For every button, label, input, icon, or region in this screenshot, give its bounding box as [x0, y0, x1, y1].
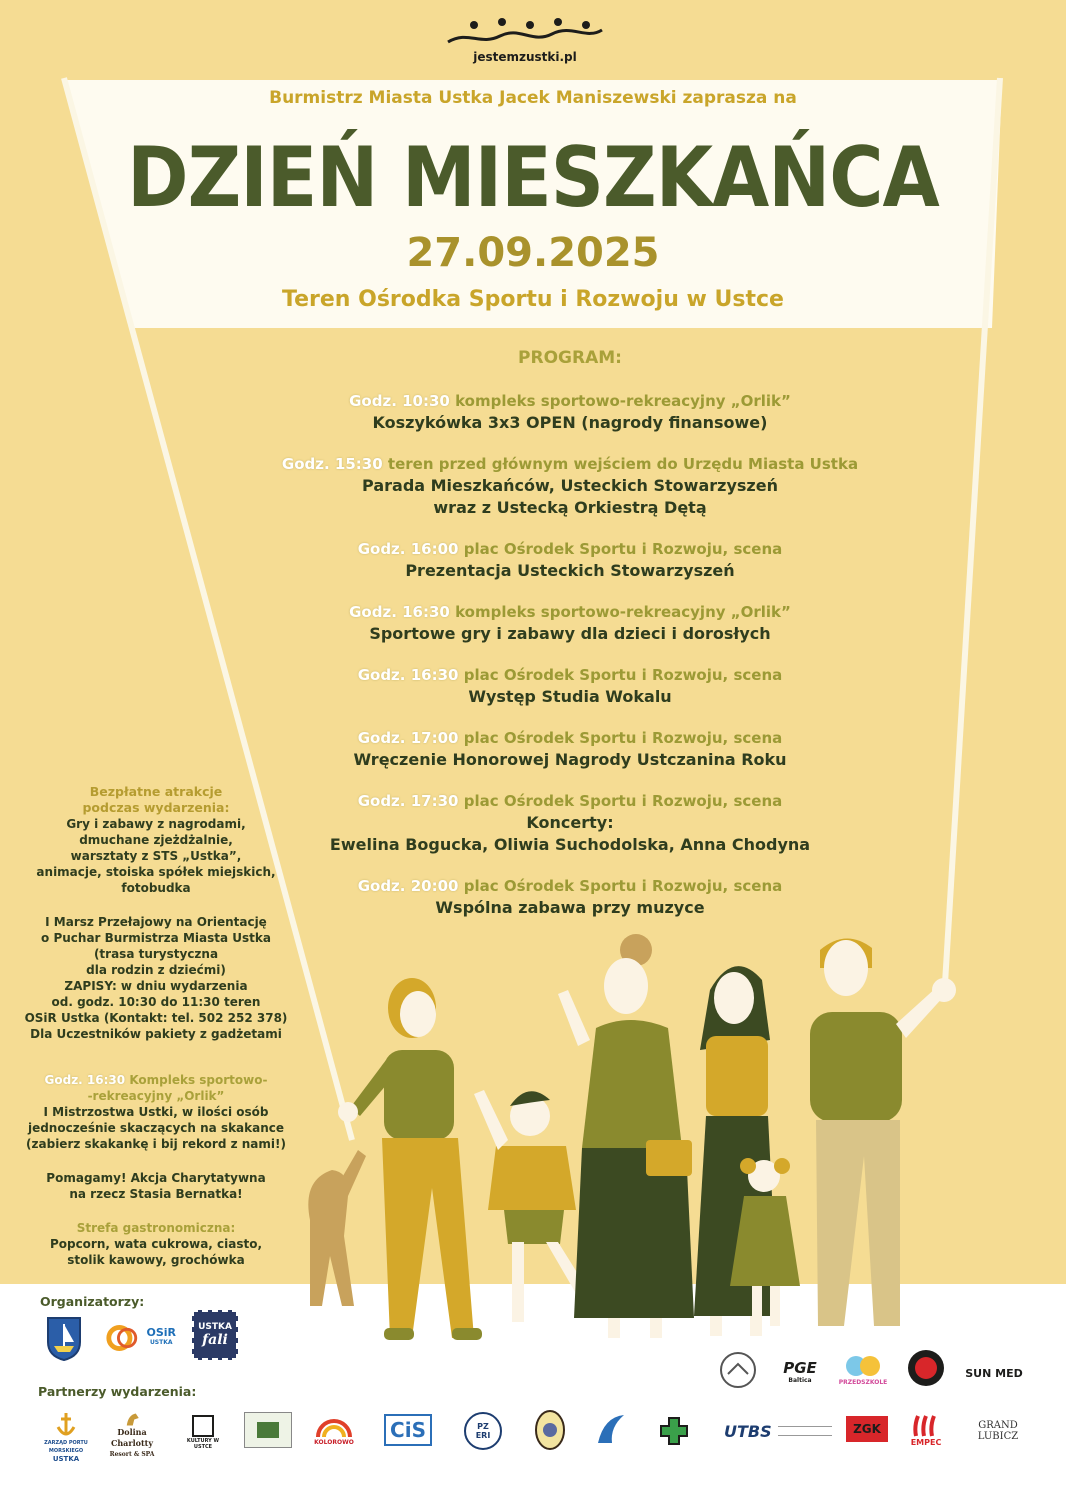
- rope-place: -rekreacyjny „Orlik”: [87, 1089, 225, 1103]
- dom-kultury-logo: [180, 1412, 226, 1452]
- rope-time: Godz. 16:30: [44, 1073, 126, 1087]
- attraction-line: dmuchane zjeżdżalnie,: [79, 833, 233, 847]
- kolorowo-name: KOLOROWO: [314, 1438, 354, 1446]
- coat-of-arms-icon: [46, 1316, 82, 1362]
- attractions-heading: Bezpłatne atrakcje: [89, 784, 223, 799]
- march-line: Dla Uczestników pakiety z gadżetami: [30, 1027, 282, 1041]
- osir-rings-icon: [104, 1318, 142, 1358]
- event-place: kompleks sportowo-rekreacyjny „Orlik”: [455, 603, 791, 621]
- event-desc: Koncerty:: [526, 813, 614, 832]
- rope-line: jednocześnie skaczących na skakance: [27, 1121, 285, 1135]
- event-desc: Ewelina Bogucka, Oliwia Suchodolska, Anna Chodyna: [329, 835, 811, 854]
- program-heading: PROGRAM:: [518, 348, 622, 368]
- grand-line: LUBICZ: [977, 1431, 1019, 1442]
- rope-line: (zabierz skakankę i bij rekord z nami!): [26, 1137, 286, 1151]
- schedule-list: [260, 391, 880, 939]
- event-desc: Parada Mieszkańców, Usteckich Stowarzyszeń: [362, 476, 778, 495]
- sunmed-logo: SUN MED: [965, 1366, 1023, 1380]
- rope-line: I Mistrzostwa Ustki, w ilości osób: [43, 1105, 269, 1119]
- event-venue: Teren Ośrodka Sportu i Rozwoju w Ustce: [282, 287, 784, 312]
- pge-logo: [778, 1352, 822, 1390]
- march-line: (trasa turystyczna: [93, 947, 219, 961]
- library-book-icon: [718, 1350, 758, 1390]
- zarzad-line: ZARZĄD PORTU: [44, 1440, 88, 1446]
- utbs-tagline-mark: [778, 1426, 832, 1436]
- charity-line: na rzecz Stasia Bernatka!: [69, 1187, 243, 1201]
- event-desc: Prezentacja Usteckich Stowarzyszeń: [405, 561, 735, 580]
- event-time: Godz. 17:30: [357, 792, 459, 810]
- man-figure: [810, 938, 956, 1326]
- schedule-item: [260, 728, 880, 771]
- food-line: stolik kawowy, grochówka: [67, 1253, 245, 1267]
- library-logo: [716, 1350, 760, 1390]
- brand-logo: [440, 16, 610, 72]
- event-time: Godz. 16:30: [357, 666, 459, 684]
- attraction-line: Gry i zabawy z nagrodami,: [66, 817, 246, 831]
- dog-figure: [308, 1150, 366, 1306]
- ustka-fali-top: USTKA: [198, 1322, 232, 1332]
- ustka-coat-of-arms-logo: [46, 1316, 82, 1362]
- wave-logo: [594, 1412, 628, 1448]
- side-info: [18, 784, 294, 1268]
- pzeri-logo: [464, 1412, 502, 1450]
- family-illustration: [290, 920, 980, 1360]
- event-place: plac Ośrodek Sportu i Rozwoju, scena: [463, 792, 783, 810]
- schedule-item: [260, 454, 880, 519]
- event-place: plac Ośrodek Sportu i Rozwoju, scena: [463, 666, 783, 684]
- rainbow-icon: [314, 1415, 354, 1439]
- horse-icon: [121, 1412, 143, 1427]
- woman-glasses-figure: [558, 934, 694, 1338]
- event-desc: Wspólna zabawa przy muzyce: [435, 898, 705, 917]
- invite-text: Burmistrz Miasta Ustka Jacek Maniszewski zaprasza na: [269, 88, 797, 108]
- grand-lubicz-logo: [970, 1414, 1026, 1448]
- event-desc: Koszykówka 3x3 OPEN (nagrody finansowe): [372, 413, 768, 432]
- event-place: plac Ośrodek Sportu i Rozwoju, scena: [463, 540, 783, 558]
- dom-kultury-icon: [191, 1414, 215, 1438]
- rope-place: Kompleks sportowo-: [129, 1073, 268, 1087]
- dolina-sub: Resort & SPA: [109, 1451, 155, 1458]
- osir-sub: USTKA: [149, 1339, 173, 1346]
- grand-line: GRAND: [978, 1420, 1018, 1431]
- page-title: DZIEŃ MIESZKAŃCA: [127, 130, 939, 227]
- dolina-charlotty-logo: [96, 1412, 168, 1460]
- pge-name: PGE: [783, 1358, 817, 1377]
- attraction-line: fotobudka: [121, 881, 191, 895]
- event-time: Godz. 20:00: [357, 877, 459, 895]
- oval-badge-logo: [532, 1408, 568, 1452]
- charity-line: Pomagamy! Akcja Charytatywna: [46, 1171, 266, 1185]
- schedule-item: [260, 665, 880, 708]
- event-time: Godz. 16:00: [357, 540, 459, 558]
- osir-logo: [104, 1318, 176, 1358]
- event-place: plac Ośrodek Sportu i Rozwoju, scena: [463, 877, 783, 895]
- dom-kultury-name: KULTURY W USTCE: [186, 1438, 220, 1450]
- zarzad-portu-logo: [44, 1408, 88, 1466]
- attraction-line: animacje, stoiska spółek miejskich,: [36, 865, 276, 879]
- event-desc: Występ Studia Wokalu: [468, 687, 672, 706]
- event-time: Godz. 10:30: [349, 392, 450, 410]
- pzeri-line: ERI: [475, 1431, 491, 1440]
- march-line: dla rodzin z dziećmi): [86, 963, 226, 977]
- ustka-fali-logo: [192, 1310, 238, 1360]
- anniversary-logo: [906, 1348, 946, 1388]
- event-place: kompleks sportowo-rekreacyjny „Orlik”: [455, 392, 791, 410]
- wave-people-icon: [440, 16, 610, 50]
- schedule-item: [260, 602, 880, 645]
- march-line: od. godz. 10:30 do 11:30 teren: [51, 995, 261, 1009]
- event-time: Godz. 16:30: [349, 603, 450, 621]
- march-line: o Puchar Burmistrza Miasta Ustka: [41, 931, 271, 945]
- event-desc: wraz z Ustecką Orkiestrą Dętą: [433, 498, 707, 517]
- partners-label: Partnerzy wydarzenia:: [38, 1384, 197, 1399]
- empec-logo: [908, 1410, 944, 1450]
- march-line: OSiR Ustka (Kontakt: tel. 502 252 378): [24, 1011, 288, 1025]
- event-place: teren przed głównym wejściem do Urzędu Miasta Ustka: [387, 455, 859, 473]
- event-time: Godz. 15:30: [281, 455, 383, 473]
- food-heading: Strefa gastronomiczna:: [76, 1221, 236, 1235]
- event-desc: Sportowe gry i zabawy dla dzieci i dorosłych: [369, 624, 771, 643]
- utbs-name: UTBS: [724, 1421, 772, 1441]
- pzeri-line: PZ: [477, 1422, 489, 1431]
- event-place: plac Ośrodek Sportu i Rozwoju, scena: [463, 729, 783, 747]
- kolorowo-logo: [312, 1410, 356, 1450]
- organizers-label: Organizatorzy:: [40, 1294, 145, 1309]
- sun-faces-icon: [842, 1353, 884, 1379]
- schedule-item: [260, 391, 880, 434]
- cross-logo: [650, 1414, 698, 1448]
- event-desc: Wręczenie Honorowej Nagrody Ustczanina Roku: [353, 750, 787, 769]
- zarzad-line: USTKA: [52, 1455, 80, 1463]
- food-line: Popcorn, wata cukrowa, ciasto,: [49, 1237, 263, 1251]
- dolina-name: Dolina Charlotty: [111, 1427, 153, 1448]
- schedule-item: [260, 876, 880, 919]
- march-line: I Marsz Przełajowy na Orientację: [45, 915, 267, 929]
- empec-flame-icon: [913, 1414, 939, 1438]
- anniversary-badge-icon: [906, 1348, 946, 1388]
- attractions-heading: podczas wydarzenia:: [82, 800, 230, 815]
- march-line: ZAPISY: w dniu wydarzenia: [64, 979, 248, 993]
- schedule-item: [260, 539, 880, 582]
- ustka-fali-bottom: fali: [202, 1332, 228, 1348]
- wave-icon: [596, 1413, 626, 1447]
- association-logo: [244, 1412, 292, 1448]
- cis-logo: CiS: [384, 1414, 432, 1446]
- event-time: Godz. 17:00: [357, 729, 459, 747]
- zarzad-line: MORSKIEGO: [48, 1448, 84, 1454]
- green-cross-icon: [659, 1416, 689, 1446]
- brand-name: jestemzustki.pl: [473, 50, 577, 64]
- event-date: 27.09.2025: [406, 230, 660, 276]
- empec-name: EMPEC: [910, 1437, 942, 1447]
- utbs-logo: [724, 1418, 844, 1444]
- schedule-item: [260, 791, 880, 856]
- attraction-line: warsztaty z STS „Ustka”,: [70, 849, 242, 863]
- zgk-logo: ZGK: [846, 1416, 888, 1442]
- oval-badge-icon: [534, 1409, 566, 1451]
- pge-sub: Baltica: [788, 1376, 812, 1384]
- osir-name: OSiR: [146, 1326, 176, 1339]
- association-icon: [255, 1420, 281, 1440]
- anchor-icon: [53, 1411, 79, 1439]
- przedszkole-logo: [834, 1348, 892, 1390]
- przedszkole-name: PRZEDSZKOLE: [838, 1378, 888, 1386]
